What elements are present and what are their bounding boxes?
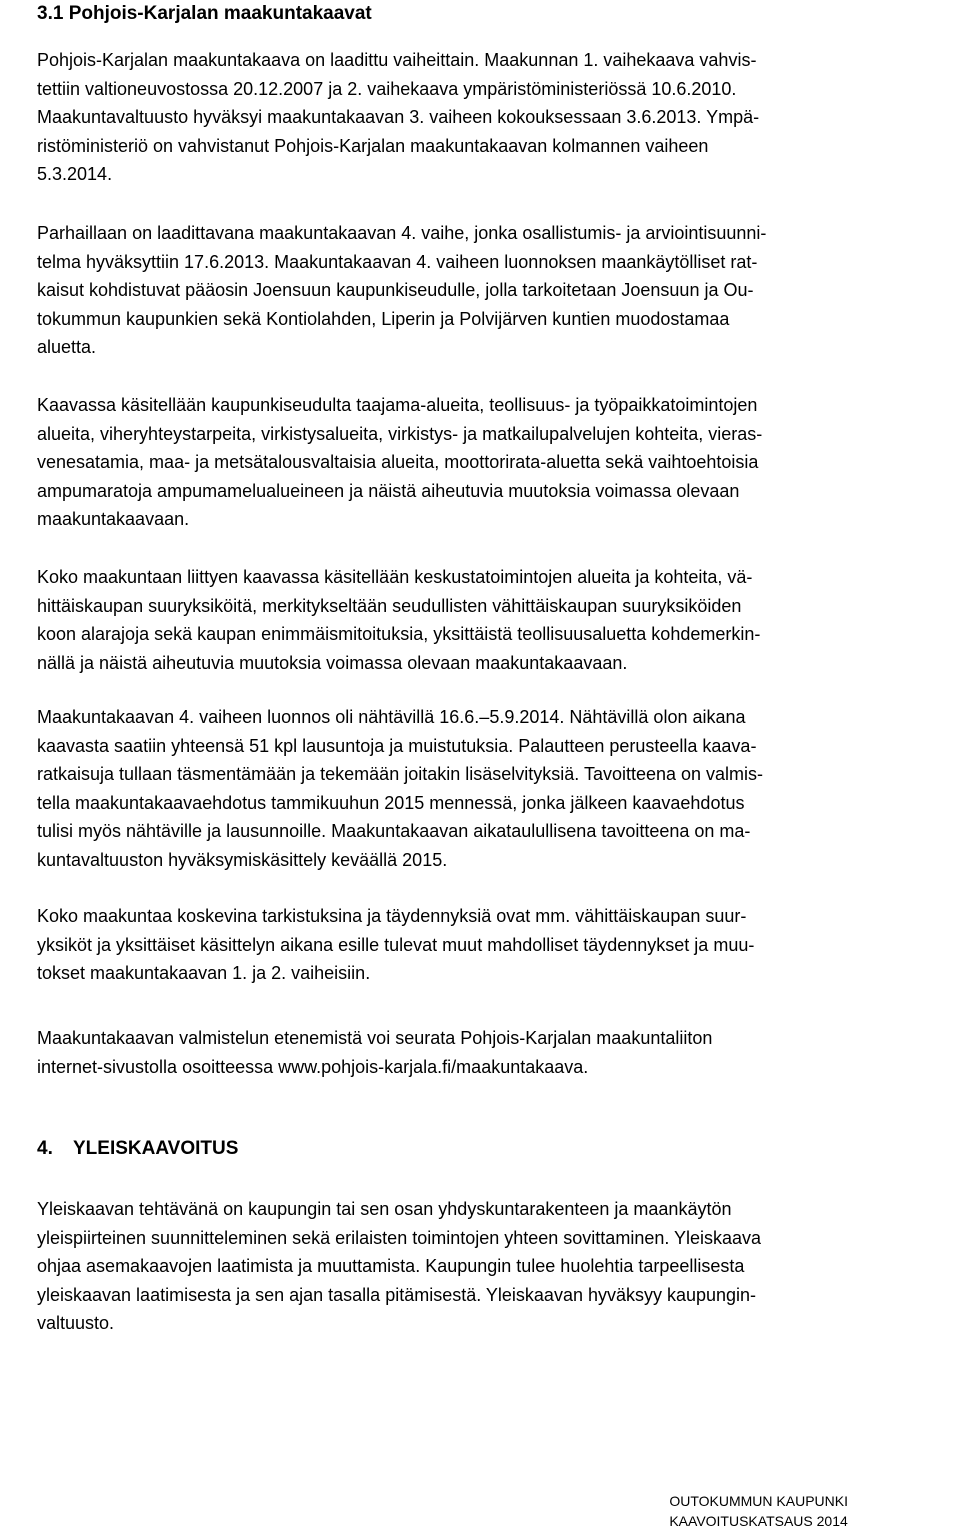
paragraph-line: tulisi myös nähtäville ja lausunnoille. Maakuntakaavan aikataulullisena tavoitteena on ma- <box>37 821 751 841</box>
paragraph-line: Pohjois-Karjalan maakuntakaava on laadittu vaiheittain. Maakunnan 1. vaihekaava vahvis- <box>37 50 757 70</box>
paragraph-line: Koko maakuntaan liittyen kaavassa käsitellään keskustatoimintojen alueita ja kohteita, vä- <box>37 567 753 587</box>
paragraph-line: ampumaratoja ampumamelualueineen ja näistä aiheutuvia muutoksia voimassa olevaan <box>37 480 740 501</box>
paragraph-line: Kaavassa käsitellään kaupunkiseudulta taajama-alueita, teollisuus- ja työpaikkatoimintojen <box>37 395 758 415</box>
paragraph-line: nällä ja näistä aiheutuvia muutoksia voimassa olevaan maakuntakaavaan. <box>37 652 628 673</box>
paragraph-line: Maakuntavaltuusto hyväksyi maakuntakaavan 3. vaiheen kokouksessaan 3.6.2013. Ympä- <box>37 107 760 127</box>
paragraph-line: Koko maakuntaa koskevina tarkistuksina ja täydennyksiä ovat mm. vähittäiskaupan suur- <box>37 906 747 926</box>
paragraph-line: Maakuntakaavan valmistelun etenemistä voi seurata Pohjois-Karjalan maakuntaliiton <box>37 1028 713 1048</box>
paragraph-line: Yleiskaavan tehtävänä on kaupungin tai sen osan yhdyskuntarakenteen ja maankäytön <box>37 1199 732 1219</box>
paragraph-line: yleispiirteinen suunnitteleminen sekä erilaisten toimintojen yhteen sovittaminen. Yleiskaava <box>37 1227 762 1248</box>
chapter-heading <box>37 1137 238 1161</box>
paragraph-line: Maakuntakaavan 4. vaiheen luonnos oli nähtävillä 16.6.–5.9.2014. Nähtävillä olon aikana <box>37 707 746 727</box>
paragraph-3 <box>37 391 762 534</box>
paragraph-line: internet-sivustolla osoitteessa www.pohjois-karjala.fi/maakuntakaava. <box>37 1056 589 1077</box>
paragraph-6 <box>37 902 754 988</box>
paragraph-line: ohjaa asemakaavojen laatimista ja muuttamista. Kaupungin tulee huolehtia tarpeellisesta <box>37 1256 745 1276</box>
paragraph-line: hittäiskaupan suuryksiköitä, merkitykseltään seudullisten vähittäiskaupan suuryksiköiden <box>37 595 742 616</box>
paragraph-4 <box>37 563 760 677</box>
paragraph-line: tella maakuntakaavaehdotus tammikuuhun 2015 mennessä, jonka jälkeen kaavaehdotus <box>37 792 745 813</box>
paragraph-line: tettiin valtioneuvostossa 20.12.2007 ja 2. vaihekaava ympäristöministeriössä 10.6.2010. <box>37 78 737 99</box>
paragraph-line: kuntavaltuuston hyväksymiskäsittely keväällä 2015. <box>37 849 448 870</box>
paragraph-line: yleiskaavan laatimisesta ja sen ajan tasalla pitämisestä. Yleiskaavan hyväksyy kaupungin- <box>37 1284 757 1305</box>
paragraph-line: tokset maakuntakaavan 1. ja 2. vaiheisiin. <box>37 963 371 983</box>
paragraph-line: valtuusto. <box>37 1313 115 1333</box>
paragraph-7 <box>37 1024 712 1081</box>
section-heading: 3.1 Pohjois-Karjalan maakuntakaavat <box>37 3 372 24</box>
paragraph-1 <box>37 46 759 189</box>
chapter-paragraph <box>37 1195 761 1338</box>
paragraph-line: kaavasta saatiin yhteensä 51 kpl lausuntoja ja muistutuksia. Palautteen perusteella kaava- <box>37 735 757 756</box>
paragraph-line: aluetta. <box>37 337 97 357</box>
paragraph-line: yksiköt ja yksittäiset käsittelyn aikana esille tulevat muut mahdolliset täydennykset ja muu- <box>37 934 755 955</box>
footer-publication: KAAVOITUSKATSAUS 2014 <box>669 1513 848 1529</box>
paragraph-line: kaisut kohdistuvat pääosin Joensuun kaupunkiseudulle, jolla tarkoitetaan Joensuun ja Ou- <box>37 280 754 300</box>
paragraph-line: tokummun kaupunkien sekä Kontiolahden, Liperin ja Polvijärven kuntien muodostamaa <box>37 308 730 329</box>
paragraph-2 <box>37 219 766 362</box>
paragraph-line: ratkaisuja tullaan täsmentämään ja tekemään joitakin lisäselvityksiä. Tavoitteena on valmis- <box>37 764 764 784</box>
paragraph-line: Parhaillaan on laadittavana maakuntakaavan 4. vaihe, jonka osallistumis- ja arviointisuunni- <box>37 223 767 243</box>
page-footer <box>669 1491 848 1531</box>
paragraph-line: 5.3.2014. <box>37 164 113 184</box>
chapter-number: 4. <box>37 1138 53 1159</box>
footer-organization: OUTOKUMMUN KAUPUNKI <box>669 1493 848 1509</box>
paragraph-line: alueita, viheryhteystarpeita, virkistysalueita, virkistys- ja matkailupalvelujen kohteita, vieras- <box>37 423 763 444</box>
chapter-title: YLEISKAAVOITUS <box>73 1138 239 1159</box>
paragraph-line: koon alarajoja sekä kaupan enimmäismitoituksia, yksittäistä teollisuusaluetta kohdemerkin- <box>37 624 761 644</box>
paragraph-line: maakuntakaavaan. <box>37 509 190 529</box>
paragraph-line: venesatamia, maa- ja metsätalousvaltaisia alueita, moottorirata-aluetta sekä vaihtoehtoisia <box>37 452 759 472</box>
paragraph-5 <box>37 703 763 874</box>
paragraph-line: telma hyväksyttiin 17.6.2013. Maakuntakaavan 4. vaiheen luonnoksen maankäytölliset rat- <box>37 251 758 272</box>
paragraph-line: ristöministeriö on vahvistanut Pohjois-Karjalan maakuntakaavan kolmannen vaiheen <box>37 135 709 156</box>
